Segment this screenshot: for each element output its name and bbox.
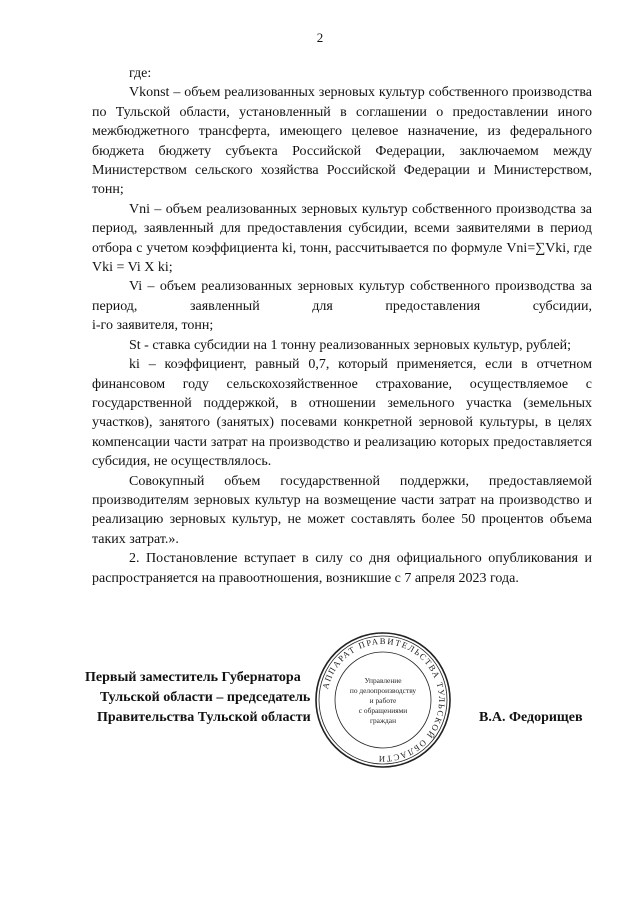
paragraph-where: где:	[129, 66, 152, 81]
paragraph-total-support: Совокупный объем государственной поддержки, предоставляемой производителям зерновых культур на возмещение части затрат на производство и реализацию зерновых культур, не может составлять более 50 процентов объема таких затрат.».	[92, 473, 592, 547]
signatory-title-line: Тульской области – председатель	[100, 690, 311, 705]
stamp-outer-text: АППАРАТ ПРАВИТЕЛЬСТВА ТУЛЬСКОЙ ОБЛАСТИ	[320, 635, 448, 765]
official-seal-stamp	[313, 630, 453, 770]
paragraph-effective-date: 2. Постановление вступает в силу со дня официального опубликования и распространяется на правоотношения, возникшие с 7 апреля 2023 года.	[92, 551, 592, 586]
stamp-inner-line: по делопроизводству	[349, 686, 417, 695]
stamp-inner-line: граждан	[369, 716, 397, 725]
paragraph-st: St - ставка субсидии на 1 тонну реализованных зерновых культур, рублей;	[129, 337, 572, 353]
signatory-title-line: Первый заместитель Губернатора	[85, 670, 301, 685]
stamp-inner-line: и работе	[369, 696, 397, 705]
paragraph-ki: ki – коэффициент, равный 0,7, который применяется, если в отчетном финансовом году сельскохозяйственное страхование, осуществляемое с государственной поддержкой, в отношении земельного участка (земельных участков), занятого (занятых) посевами конкретной зерновой культуры, в целях компенсации части затрат на производство и реализацию которых предоставляется субсидия, не осуществлялось.	[92, 357, 592, 470]
signatory-name: В.А. Федорищев	[479, 710, 583, 725]
paragraph-vni: Vni – объем реализованных зерновых культур собственного производства за период, заявленный для предоставления субсидии, всеми заявителями в период отбора с учетом коэффициента ki, тонн, рассчитывается по формуле Vni=∑Vki, где Vki = Vi X ki;	[92, 201, 592, 276]
signatory-title	[85, 668, 311, 728]
paragraph-vi: Vi – объем реализованных зерновых культур собственного производства за период, заявленный для предоставления субсидии,	[92, 279, 592, 314]
signatory-title-line: Правительства Тульской области	[97, 710, 311, 725]
stamp-inner-line: Управление	[364, 676, 402, 685]
document-body	[92, 64, 592, 588]
paragraph-vi-continuation: i-го заявителя, тонн;	[92, 318, 214, 334]
stamp-inner-line: с обращениями	[358, 706, 408, 715]
page-number: 2	[316, 30, 324, 45]
paragraph-vkonst: Vkonst – объем реализованных зерновых культур собственного производства по Тульской области, установленный в соглашении о предоставлении иного межбюджетного трансферта, имеющего целевое назначение, из федерального бюджета бюджету субъекта Российской Федерации, заключаемом между Министерством сельского хозяйства Российской Федерации и Министерством, тонн;	[92, 85, 592, 198]
